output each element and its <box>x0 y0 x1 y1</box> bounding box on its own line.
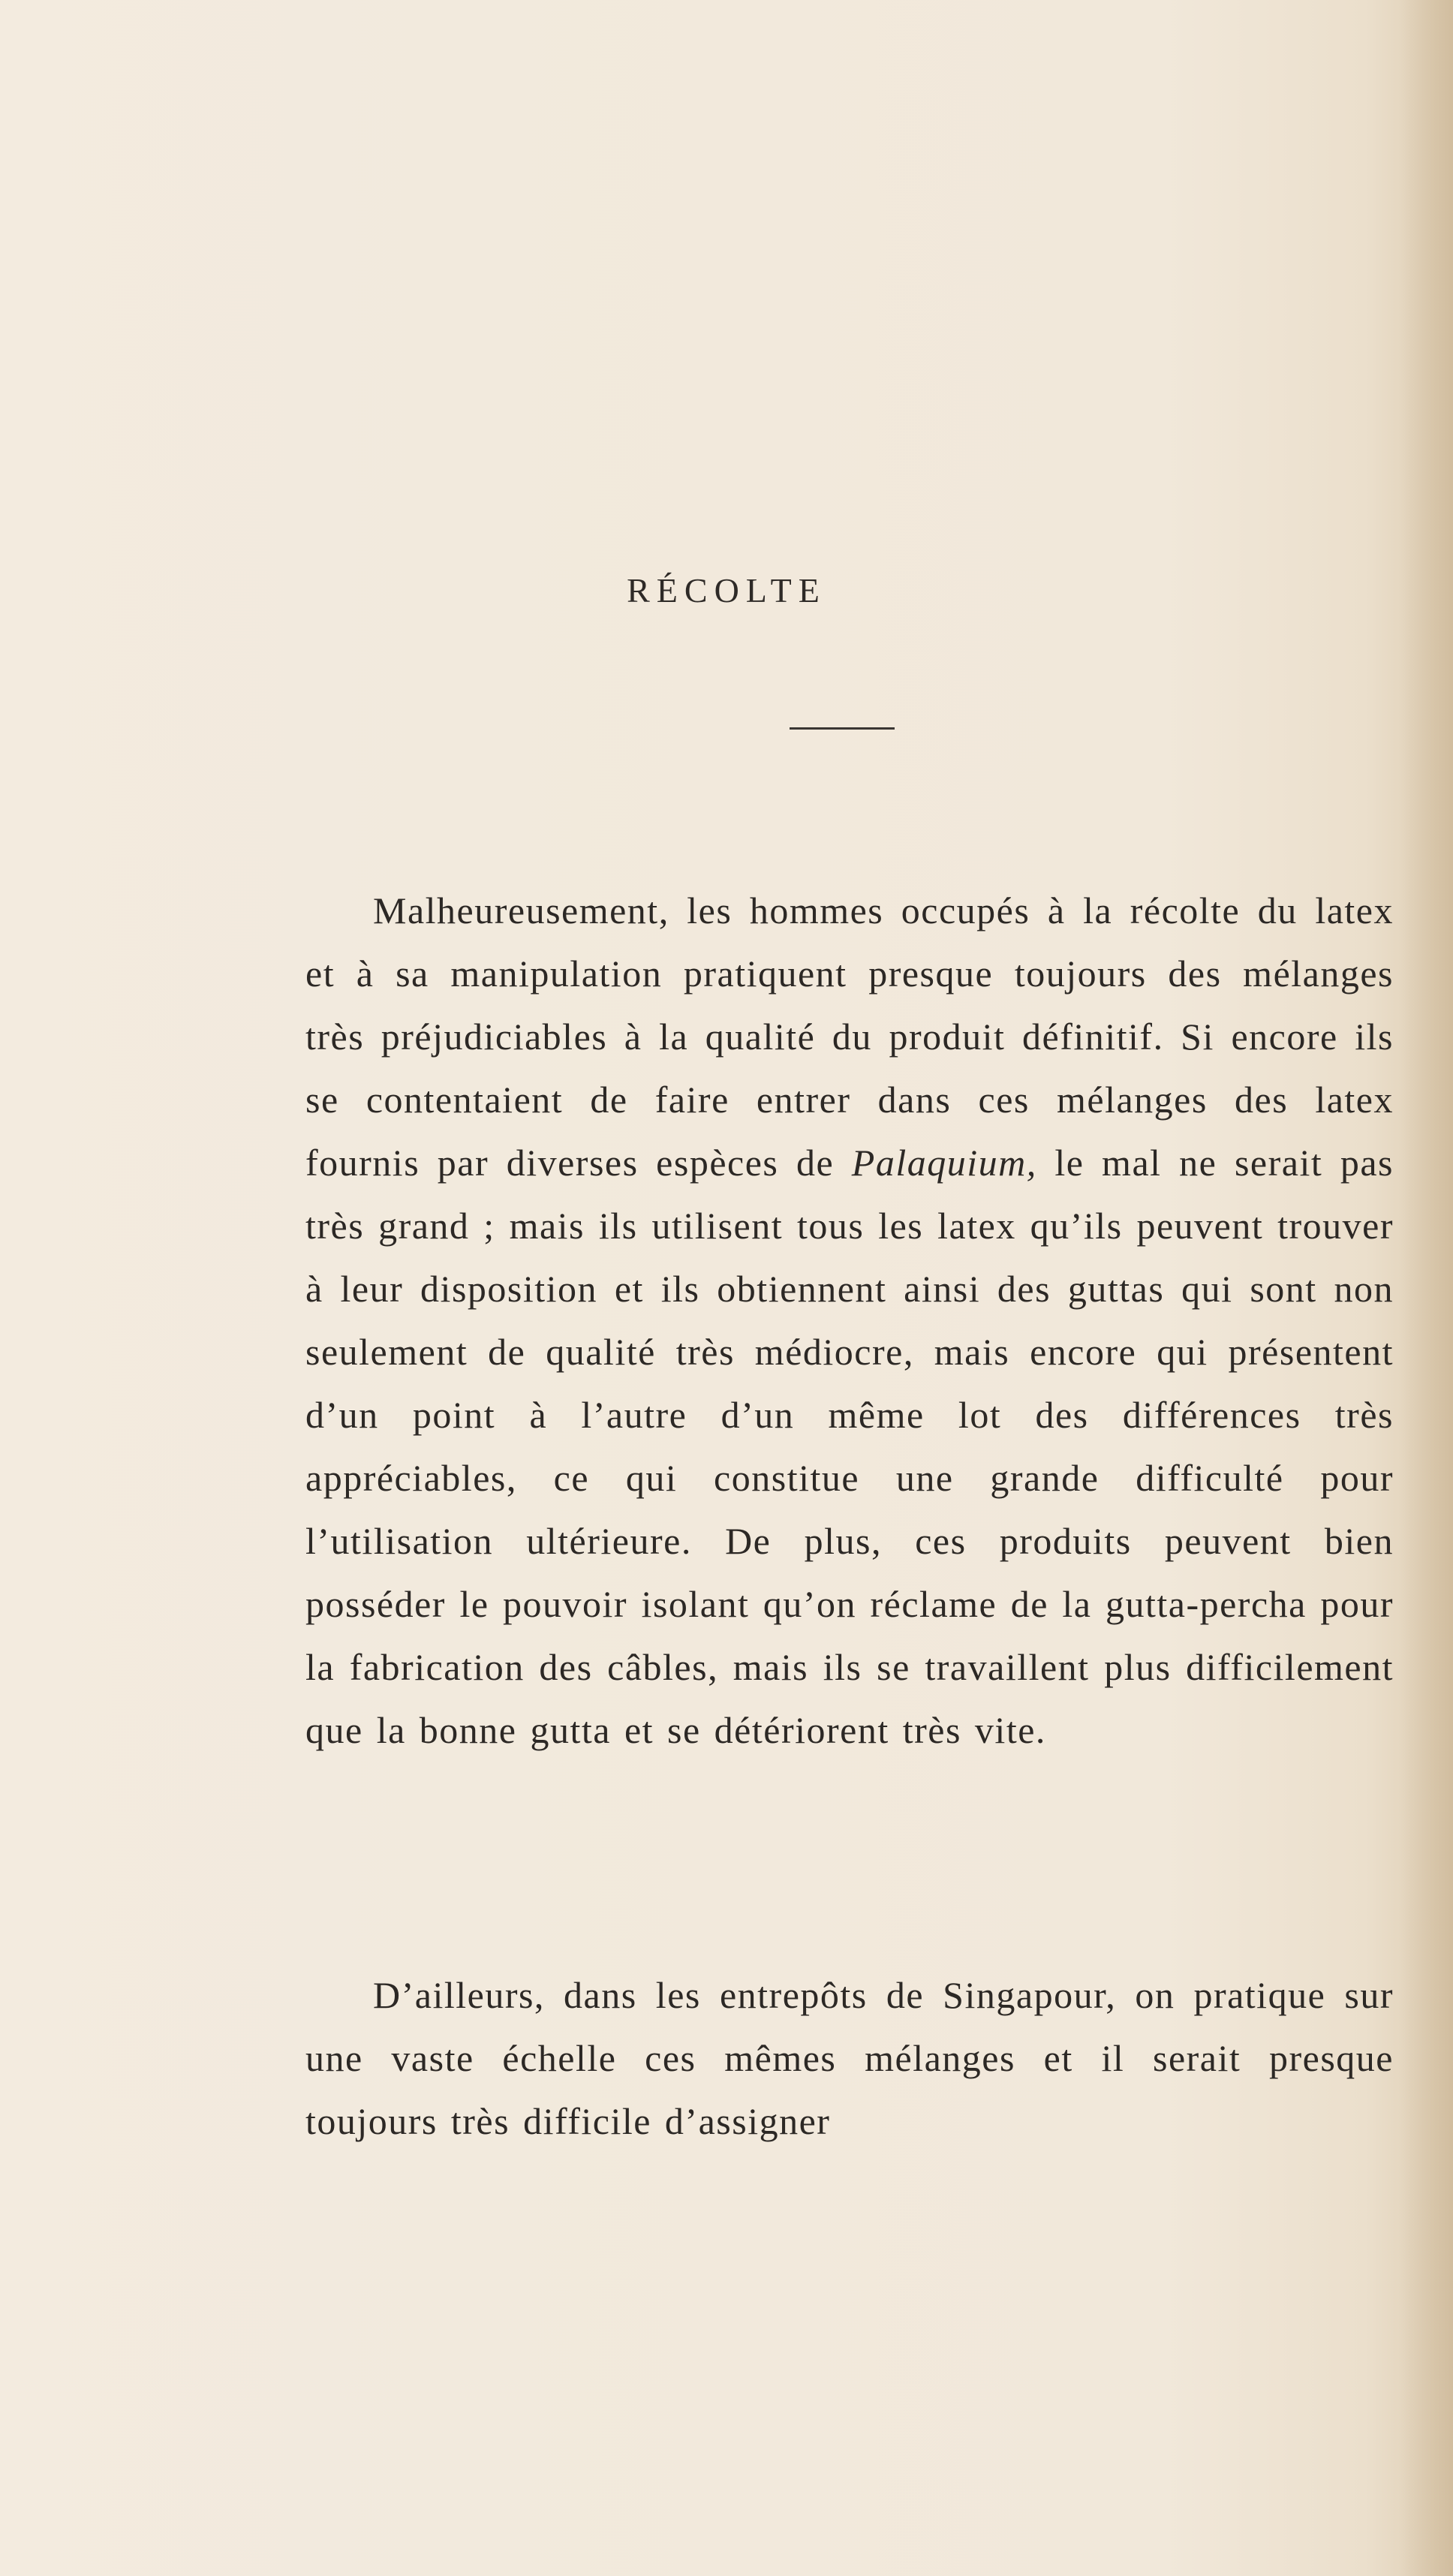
paragraph-1-part-2: le mal ne serait pas très grand ; mais ils utilisent tous les latex qu’ils peuvent trouver à leur disposition et ils obtiennent ainsi des guttas qui sont non seulement de qualité très médiocre, mais encore qui présentent d’un point à l’autre d’un même lot des différences très appréciables, ce qui constitue une grande difficulté pour l’utilisation ultérieure. De plus, ces produits peuvent bien posséder le pouvoir isolant qu’on réclame de la gutta-percha pour la fabrication des câbles, mais ils se travaillent plus difficilement que la bonne gutta et se détériorent très vite. <box>305 1142 1394 1751</box>
body-text-block-2 <box>305 1964 1394 2153</box>
species-name-italic: Palaquium, <box>851 1142 1037 1184</box>
paragraph-1 <box>305 879 1394 1762</box>
body-text-block-1 <box>305 879 1394 1762</box>
page-edge-shadow <box>1400 0 1453 2576</box>
paragraph-2: D’ailleurs, dans les entrepôts de Singapour, on pratique sur une vaste échelle ces mêmes mélanges et il serait presque toujours très difficile d’assigner <box>305 1974 1394 2142</box>
paragraph-1-part-1: Malheureusement, les hommes occupés à la récolte du latex et à sa manipulation pratiquent presque toujours des mélanges très préjudiciables à la qualité du produit définitif. Si encore ils se contentaient de faire entrer dans ces mélanges des latex fournis par diverses espèces de <box>305 889 1394 1184</box>
section-heading: RÉCOLTE <box>627 571 826 609</box>
heading-rule <box>790 727 895 730</box>
